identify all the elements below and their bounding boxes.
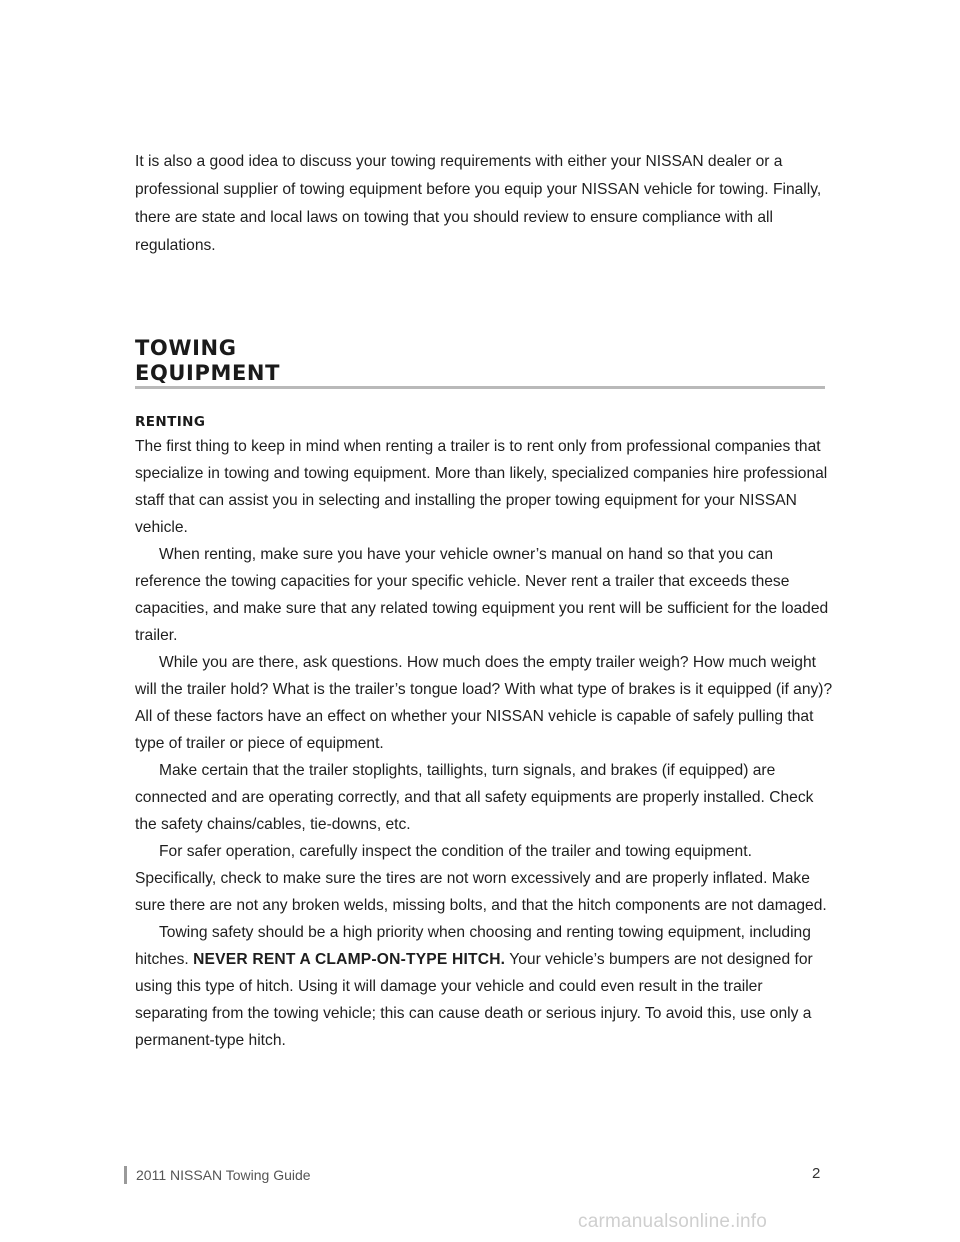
paragraph-6-text-after: Your vehicle’s bumpers are not designed for using this type of hitch. Using it will damage your vehicle and could even result in the trailer separating from the towing vehicle; this can cause death or serious injury. To avoid this, use only a permanent-type hitch. (135, 951, 813, 1049)
body-paragraph-3: While you are there, ask questions. How much does the empty trailer weigh? How much weight will the trailer hold? What is the trailer’s tongue load? With what type of brakes is it equipped (if any)? All of these factors have an effect on whether your NISSAN vehicle is capable of safely pulling that type of trailer or piece of equipment. (135, 654, 833, 752)
page-number: 2 (812, 1165, 821, 1182)
body-paragraph-6 (135, 919, 835, 1054)
section-body (135, 433, 835, 1054)
intro-paragraph: It is also a good idea to discuss your towing requirements with either your NISSAN dealer or a professional supplier of towing equipment before you equip your NISSAN vehicle for towing. Finally, there are state and local laws on towing that you should review to ensure compliance with all regulations. (135, 153, 822, 254)
body-paragraph-1: The first thing to keep in mind when renting a trailer is to rent only from professional companies that specialize in towing and towing equipment. More than likely, specialized companies hire professional staff that can assist you in selecting and installing the proper towing equipment for your NISSAN vehicle. (135, 438, 828, 536)
footer-guide-title: 2011 NISSAN Towing Guide (136, 1167, 311, 1183)
warning-emphasis: NEVER RENT A CLAMP-ON-TYPE HITCH. (193, 951, 506, 968)
body-paragraph-4: Make certain that the trailer stoplights, taillights, turn signals, and brakes (if equipped) are connected and are operating correctly, and that all safety equipments are properly installed. Check the safety chains/cables, tie-downs, etc. (135, 762, 814, 833)
watermark-text: carmanualsonline.info (578, 1211, 768, 1232)
section-title-divider (135, 386, 825, 389)
subheading-renting: RENTING (135, 414, 206, 430)
section-title-line-2: EQUIPMENT (135, 361, 280, 385)
body-paragraph-2: When renting, make sure you have your vehicle owner’s manual on hand so that you can reference the towing capacities for your specific vehicle. Never rent a trailer that exceeds these capacities, and make sure that any related towing equipment you rent will be sufficient for the loaded trailer. (135, 546, 829, 644)
section-title-line-1: TOWING (135, 336, 237, 360)
paragraph-6-text-before: Towing safety should be a high priority when choosing and renting towing equipment, including hitches. (135, 924, 811, 968)
body-paragraph-5: For safer operation, carefully inspect the condition of the trailer and towing equipment. Specifically, check to make sure the tires are not worn excessively and are properly inflated. Make sure there are not any broken welds, missing bolts, and that the hitch components are not damaged. (135, 843, 827, 914)
section-title (135, 336, 280, 386)
footer-accent-bar (124, 1166, 127, 1184)
